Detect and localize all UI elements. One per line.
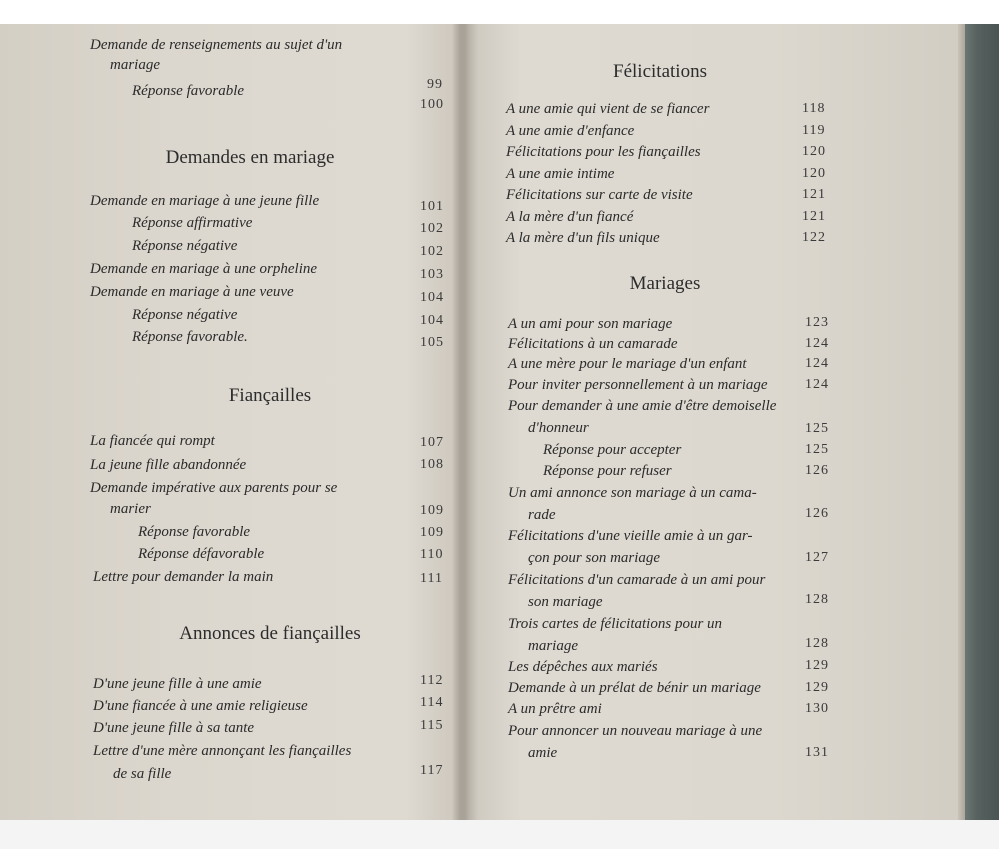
toc-entry: D'une jeune fille à une amie — [93, 676, 262, 692]
toc-entry: de sa fille — [113, 766, 172, 782]
toc-entry: Demande à un prélat de bénir un mariage — [508, 680, 761, 696]
toc-entry: amie — [528, 745, 558, 761]
page-number: 127 — [805, 550, 829, 565]
toc-entry: D'une fiancée à une amie religieuse — [93, 698, 308, 714]
section-heading: Félicitations — [613, 61, 707, 82]
page-number: 130 — [805, 701, 829, 716]
page-number: 121 — [802, 187, 826, 202]
toc-entry: Lettre pour demander la main — [93, 569, 274, 585]
toc-entry: d'honneur — [528, 420, 589, 436]
toc-entry: Demande en mariage à une veuve — [90, 284, 294, 300]
toc-entry: Réponse favorable — [132, 83, 245, 99]
book-cover-edge — [965, 24, 999, 820]
page-number: 126 — [805, 463, 829, 478]
toc-entry: Réponse affirmative — [132, 215, 253, 231]
toc-entry: Félicitations sur carte de visite — [506, 187, 693, 203]
background-strip — [0, 820, 999, 849]
toc-entry: Demande impérative aux parents pour se — [90, 480, 338, 496]
page-number: 131 — [805, 745, 829, 760]
toc-entry: Demande en mariage à une orpheline — [90, 261, 318, 277]
section-heading: Fiançailles — [228, 385, 312, 406]
toc-entry: A une amie d'enfance — [506, 123, 635, 139]
section-heading: Annonces de fiançailles — [179, 623, 361, 644]
toc-entry: La fiancée qui rompt — [90, 433, 215, 449]
page-number: 101 — [420, 199, 444, 214]
page-number: 129 — [805, 658, 829, 673]
toc-entry: A une amie qui vient de se fiancer — [506, 101, 710, 117]
toc-entry: A une mère pour le mariage d'un enfant — [508, 356, 747, 372]
book-spine — [452, 24, 478, 820]
toc-entry: Pour demander à une amie d'être demoiselle — [508, 398, 777, 414]
toc-entry: Félicitations d'un camarade à un ami pour — [508, 572, 766, 588]
page-number: 108 — [420, 457, 444, 472]
toc-entry: A un prêtre ami — [508, 701, 602, 717]
toc-entry: La jeune fille abandonnée — [90, 457, 247, 473]
toc-entry: çon pour son mariage — [528, 550, 661, 566]
toc-entry: Réponse favorable — [138, 524, 251, 540]
section-heading: Demandes en mariage — [165, 147, 335, 168]
page-number: 100 — [420, 97, 444, 112]
page-number: 118 — [802, 101, 826, 116]
toc-entry: Demande en mariage à une jeune fille — [90, 193, 320, 209]
page-number: 124 — [805, 336, 829, 351]
toc-entry: Félicitations à un camarade — [508, 336, 678, 352]
page-number: 99 — [427, 77, 443, 92]
toc-entry: Les dépêches aux mariés — [508, 659, 658, 675]
page-number: 125 — [805, 421, 829, 436]
toc-entry: Réponse pour accepter — [543, 442, 682, 458]
page-number: 102 — [420, 244, 444, 259]
toc-entry: Pour annoncer un nouveau mariage à une — [508, 723, 763, 739]
page-number: 125 — [805, 442, 829, 457]
page-number: 103 — [420, 267, 444, 282]
page-number: 105 — [420, 335, 444, 350]
toc-entry: Félicitations pour les fiançailles — [506, 144, 701, 160]
page-number: 107 — [420, 435, 444, 450]
page-number: 104 — [420, 290, 444, 305]
page-number: 120 — [802, 166, 826, 181]
page-number: 126 — [805, 506, 829, 521]
page-number: 109 — [420, 503, 444, 518]
toc-entry: Trois cartes de félicitations pour un — [508, 616, 723, 632]
page-number: 109 — [420, 525, 444, 540]
page-number: 111 — [420, 571, 443, 586]
page-number: 122 — [802, 230, 826, 245]
page-number: 120 — [802, 144, 826, 159]
toc-entry: Félicitations d'une vieille amie à un gar- — [508, 528, 753, 544]
page-number: 117 — [420, 763, 444, 778]
toc-entry: Réponse favorable. — [132, 329, 248, 345]
toc-entry: Réponse négative — [132, 307, 238, 323]
page-number: 102 — [420, 221, 444, 236]
toc-entry: A une amie intime — [506, 166, 615, 182]
page-number: 115 — [420, 718, 444, 733]
toc-entry: Pour inviter personnellement à un mariage — [508, 377, 768, 393]
toc-entry: mariage — [110, 57, 160, 73]
page-number: 114 — [420, 695, 444, 710]
toc-entry: marier — [110, 501, 151, 517]
toc-entry: Demande de renseignements au sujet d'un — [90, 37, 343, 53]
page-number: 128 — [805, 592, 829, 607]
toc-entry: A un ami pour son mariage — [508, 316, 673, 332]
page-number: 128 — [805, 636, 829, 651]
page-number: 123 — [805, 315, 829, 330]
page-number: 121 — [802, 209, 826, 224]
toc-entry: Lettre d'une mère annonçant les fiançailles — [93, 743, 352, 759]
toc-entry: A la mère d'un fils unique — [506, 230, 660, 246]
toc-entry: Réponse défavorable — [138, 546, 265, 562]
page-number: 124 — [805, 377, 829, 392]
page-number: 104 — [420, 313, 444, 328]
section-heading: Mariages — [629, 273, 701, 294]
toc-entry: Un ami annonce son mariage à un cama- — [508, 485, 757, 501]
page-number: 119 — [802, 123, 826, 138]
toc-entry: D'une jeune fille à sa tante — [93, 720, 255, 736]
toc-entry: Réponse négative — [132, 238, 238, 254]
page-number: 124 — [805, 356, 829, 371]
page-number: 129 — [805, 680, 829, 695]
toc-entry: rade — [528, 507, 556, 523]
toc-entry: son mariage — [528, 594, 603, 610]
page-number: 112 — [420, 673, 444, 688]
toc-entry: mariage — [528, 638, 578, 654]
toc-entry: A la mère d'un fiancé — [506, 209, 634, 225]
page-number: 110 — [420, 547, 444, 562]
toc-entry: Réponse pour refuser — [543, 463, 672, 479]
